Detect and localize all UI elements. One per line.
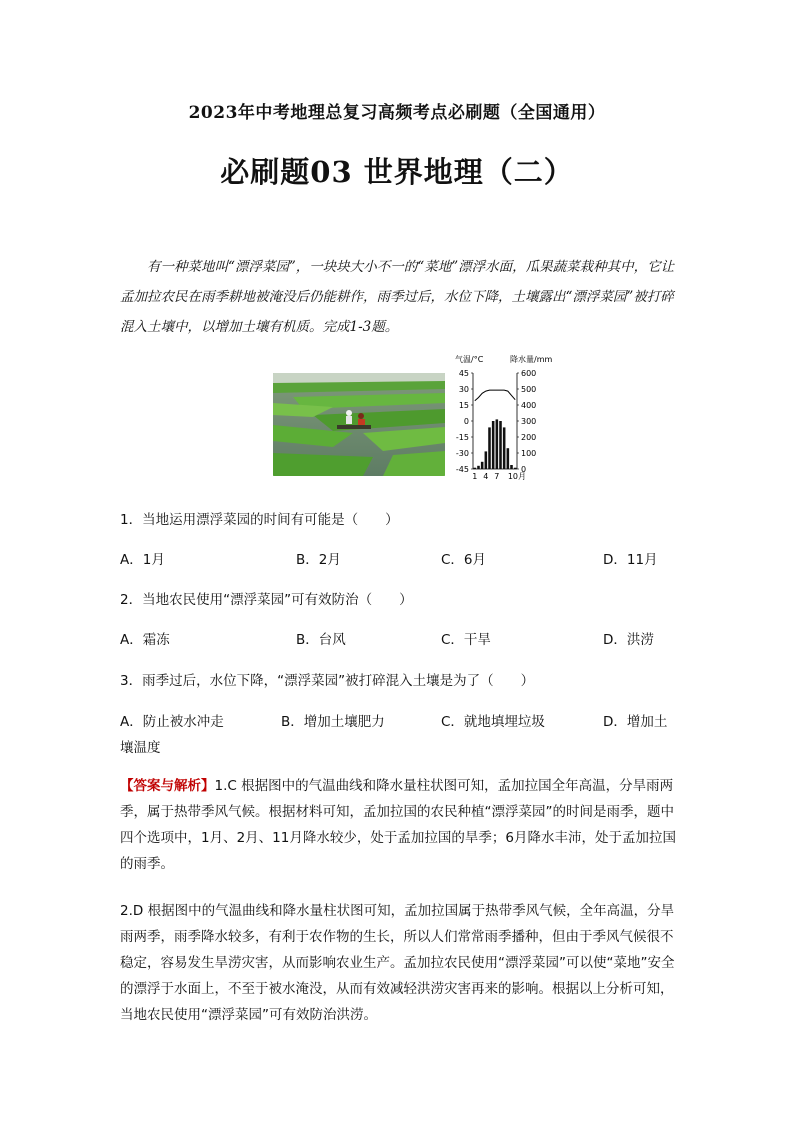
- precip-bar: [507, 448, 510, 469]
- precip-bar: [514, 468, 517, 469]
- question-1-option-d[interactable]: D．11月: [603, 552, 658, 568]
- question-2-option-d[interactable]: D．洪涝: [603, 632, 654, 648]
- precip-bar: [477, 466, 480, 469]
- temp-tick-label: -30: [455, 449, 469, 458]
- question-3-option-d[interactable]: D．增加土: [603, 714, 668, 730]
- temp-tick-label: -15: [455, 433, 469, 442]
- temp-tick-label: 45: [458, 369, 469, 378]
- precip-bar: [510, 465, 513, 469]
- climate-chart: [447, 351, 577, 485]
- question-3-option-a[interactable]: A．防止被水冲走: [120, 714, 224, 730]
- precip-bar: [485, 451, 488, 469]
- question-2-option-b[interactable]: B．台风: [296, 632, 346, 648]
- precip-tick-label: 200: [521, 433, 537, 442]
- precip-bar: [503, 427, 506, 469]
- precip-tick-label: 300: [521, 417, 537, 426]
- temperature-curve: [475, 390, 515, 401]
- precip-bar: [488, 427, 491, 469]
- precip-tick-label: 600: [521, 369, 537, 378]
- temp-tick-label: 15: [458, 401, 469, 410]
- temp-tick-label: 0: [463, 417, 469, 426]
- precip-tick-label: 500: [521, 385, 537, 394]
- document-title: 必刷题03 世界地理（二）: [220, 155, 574, 189]
- question-3-option-d-continuation: 壤温度: [120, 740, 161, 756]
- question-3-stem: 3．雨季过后，水位下降，“漂浮菜园”被打碎混入土壤是为了（ ）: [120, 673, 535, 689]
- precip-bar: [499, 421, 502, 469]
- question-1-option-c[interactable]: C．6月: [441, 552, 487, 568]
- question-2-stem: 2．当地农民使用“漂浮菜园”可有效防治（ ）: [120, 592, 413, 608]
- question-2-option-a[interactable]: A．霜冻: [120, 632, 170, 648]
- month-tick-label: 7: [494, 472, 500, 481]
- question-3-option-c[interactable]: C．就地填埋垃圾: [441, 714, 545, 730]
- precip-axis-label: 降水量/mm: [510, 355, 553, 364]
- temp-tick-label: 30: [458, 385, 469, 394]
- precip-tick-label: 100: [521, 449, 537, 458]
- answer-paragraph-1: [120, 773, 680, 877]
- precip-tick-label: 400: [521, 401, 537, 410]
- answer-paragraph-2: 2.D 根据图中的气温曲线和降水量柱状图可知，孟加拉国属于热带季风气候，全年高温，分旱雨两季，雨季降水较多，有利于农作物的生长，所以人们常常雨季播种，但由于季风气候很不稳定，容易发生旱涝灾害，从而影响农业生产。孟加拉农民使用“漂浮菜园”可以使“菜地”安全的漂浮于水面上，不至于被水淹没，从而有效减轻洪涝灾害再来的影响。根据以上分析可知，当地农民使用“漂浮菜园”可有效防治洪涝。: [120, 903, 675, 1023]
- question-3-option-b[interactable]: B．增加土壤肥力: [281, 714, 385, 730]
- temp-tick-label: -45: [455, 465, 469, 474]
- temp-axis-label: 气温/°C: [455, 355, 484, 364]
- precip-bar: [481, 462, 484, 469]
- answer-tag: 【答案与解析】: [120, 778, 215, 794]
- precip-tick-label: 0: [521, 465, 527, 474]
- question-1-option-a[interactable]: A．1月: [120, 552, 165, 568]
- precip-bar: [474, 468, 477, 469]
- question-1-stem: 1．当地运用漂浮菜园的时间有可能是（ ）: [120, 512, 399, 528]
- answer-1-text: 1.C 根据图中的气温曲线和降水量柱状图可知，孟加拉国全年高温，分旱雨两季，属于热带季风气候。根据材料可知，孟加拉国的农民种植“漂浮菜园”的时间是雨季，题中四个选项中，1月、2月、11月降水较少，处于孟加拉国的旱季；6月降水丰沛，处于孟加拉国的雨季。: [120, 778, 676, 872]
- precip-bar: [492, 421, 495, 469]
- month-tick-label: 4: [483, 472, 489, 481]
- precip-bar: [496, 419, 499, 469]
- month-tick-label: 10月: [507, 472, 527, 481]
- question-2-option-c[interactable]: C．干旱: [441, 632, 491, 648]
- document-subtitle: 2023年中考地理总复习高频考点必刷题（全国通用）: [188, 103, 606, 123]
- floating-garden-photo: [273, 373, 445, 476]
- material-intro: 有一种菜地叫“漂浮菜园”，一块块大小不一的“菜地”漂浮水面，瓜果蔬菜栽种其中，它让孟加拉农民在雨季耕地被淹没后仍能耕作，雨季过后，水位下降，土壤露出“漂浮菜园”被打碎混入土壤中，以增加土壤有机质。完成1-3题。: [120, 259, 675, 335]
- question-1-option-b[interactable]: B．2月: [296, 552, 341, 568]
- month-tick-label: 1: [472, 472, 478, 481]
